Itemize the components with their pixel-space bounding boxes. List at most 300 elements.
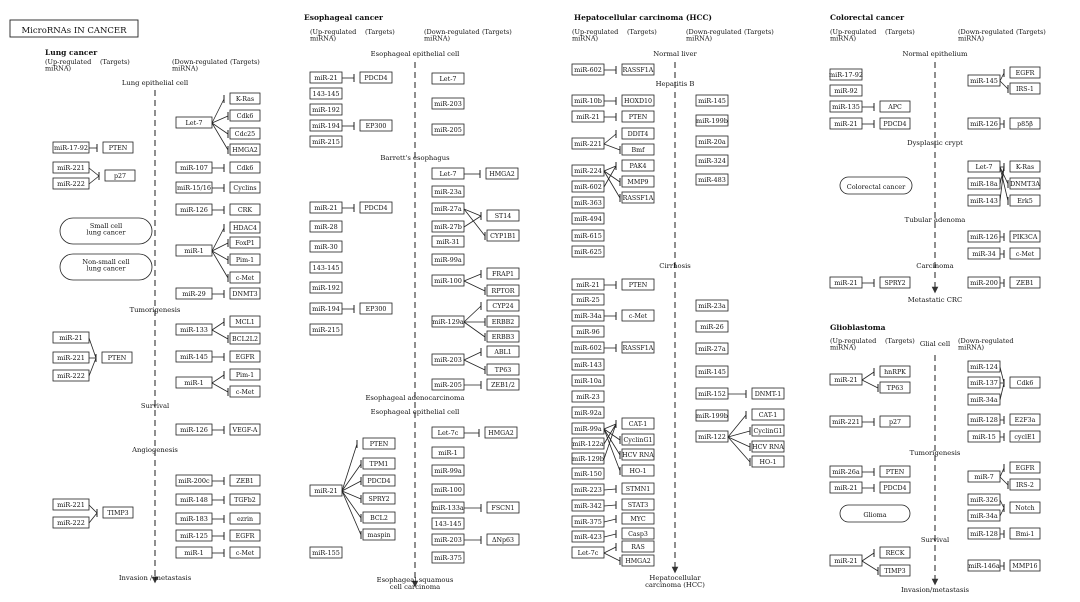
stage-label: Carcinoma [916,262,954,270]
down-mirna: miR-27b [434,223,462,231]
down-mirna: miR-126 [180,426,208,434]
stage-label: Esophageal epithelial cell [370,50,460,58]
down-regulated-header: (Down-regulated miRNA) [172,58,228,73]
down-target: Pim-1 [235,257,255,264]
stage-label: Lung epithelial cell [121,79,189,87]
inhibition-edge [1000,73,1004,81]
up-target: APC [888,104,902,111]
up-target: PDCD4 [367,478,391,485]
down-mirna: miR-27a [434,205,462,213]
inhibition-edge [604,489,616,490]
inhibition-edge [212,330,228,339]
inhibition-edge [89,176,99,184]
down-regulated-header: (Down-regulated miRNA) [958,28,1014,43]
up-mirna: miR-223 [574,486,602,494]
down-regulated-header: (Down-regulated miRNA) [686,28,742,43]
up-target: CyclinG1 [623,437,653,444]
up-target: DDIT4 [627,131,649,138]
down-mirna: miR-1 [184,379,204,387]
stage-label: Esophageal adenocarcinoma [365,394,465,402]
inhibition-edge [212,123,228,150]
down-mirna: miR-128 [970,530,998,538]
down-mirna: miR-137 [970,379,998,387]
inhibition-edge [464,322,485,337]
up-target: RAS [631,544,645,551]
down-target: ZEB1 [236,478,254,485]
inhibition-edge [1000,367,1004,383]
down-mirna: miR-15 [972,433,996,441]
down-mirna: miR-145 [180,353,208,361]
inhibition-edge [862,372,874,380]
down-mirna: miR-125 [180,532,208,540]
down-target: Cdk6 [236,165,254,172]
panel-0 [45,48,260,582]
inhibition-edge [89,358,96,376]
down-target: DNMT-1 [754,391,782,398]
up-mirna: miR-129b [572,455,604,463]
down-mirna: miR-326 [970,496,998,504]
up-mirna: miR-615 [574,232,602,240]
up-mirna: miR-194 [312,305,340,313]
up-mirna: 143-145 [312,90,340,98]
up-target: TPM1 [369,461,389,468]
up-target: TIMP3 [884,568,906,575]
down-mirna: miR-203 [434,100,462,108]
inhibition-edge [212,375,224,383]
up-target: SPRY2 [884,280,906,287]
up-target: HCV RNA [622,452,654,459]
down-mirna: miR-34a [970,396,998,404]
down-target: EGFR [235,533,255,540]
up-target: TIMP3 [107,510,129,517]
up-mirna: miR-92 [834,87,858,95]
down-target: FRAP1 [492,271,514,278]
stage-label: Invasion / metastasis [118,574,192,582]
up-mirna: miR-21 [834,557,858,565]
down-target: DNMT3 [232,291,258,298]
down-target: c-Met [235,389,255,396]
up-mirna: miR-494 [574,215,602,223]
stage-label: Glial cell [919,340,951,348]
up-target: PTEN [369,441,389,448]
down-mirna: miR-152 [698,390,726,398]
up-regulated-header: (Up-regulated miRNA) [830,337,877,352]
inhibition-edge [728,437,750,462]
up-mirna: miR-21 [314,487,338,495]
down-target: c-Met [235,275,255,282]
down-mirna: miR-145 [698,368,726,376]
down-targets-header: (Targets) [1016,28,1046,36]
up-target: PTEN [628,114,648,121]
down-mirna: miR-143 [970,197,998,205]
up-mirna: miR-625 [574,248,602,256]
up-mirna: miR-21 [576,281,600,289]
inhibition-edge [1000,477,1008,485]
up-mirna: miR-21 [834,484,858,492]
down-target: E2F3a [1014,417,1036,424]
down-target: ΔNp63 [491,537,515,544]
panel-3 [829,13,1046,304]
down-target: c-Met [235,550,255,557]
stage-label: Metastatic CRC [907,296,963,304]
down-mirna: Let-7 [975,163,993,171]
up-mirna: miR-192 [312,284,340,292]
up-targets-header: (Targets) [885,28,915,36]
down-mirna: miR-203 [434,356,462,364]
down-target: HMGA2 [488,430,514,437]
down-target: CRK [237,207,253,214]
up-target: c-Met [628,313,648,320]
inhibition-edge [728,431,750,437]
down-mirna: miR-100 [434,277,462,285]
inhibition-edge [89,338,96,358]
up-mirna: miR-17-92 [828,71,864,79]
down-target: TGFb2 [234,497,256,504]
up-mirna: miR-221 [832,418,860,426]
inhibition-edge [464,352,481,360]
down-mirna: miR-15/16 [176,184,212,192]
down-target: cyclE1 [1014,434,1036,441]
down-mirna: Let-7c [437,429,459,437]
up-target: EP300 [365,306,387,313]
up-mirna: miR-21 [576,113,600,121]
up-mirna: miR-221 [574,140,602,148]
down-target: FSCN1 [491,505,515,512]
down-target: RPTOR [491,288,515,295]
inhibition-edge [212,123,228,134]
stage-label: Tumorigenesis [129,306,181,314]
down-mirna: miR-99a [434,256,462,264]
down-mirna: miR-122 [698,433,726,441]
up-mirna: miR-21 [314,204,338,212]
down-target: Erk5 [1017,198,1033,205]
panel-4 [830,323,1040,594]
up-target: MYC [630,516,646,523]
down-target: CAT-1 [758,412,778,419]
up-mirna: miR-602 [574,344,602,352]
inhibition-edge [212,228,224,251]
down-mirna: miR-99a [434,467,462,475]
up-mirna: miR-28 [314,223,338,231]
up-mirna: miR-10b [574,97,602,105]
up-mirna: miR-222 [57,372,85,380]
inhibition-edge [1000,508,1004,516]
up-mirna: miR-17-92 [53,144,89,152]
up-target: Bmf [631,147,645,154]
down-mirna: miR-145 [970,77,998,85]
down-mirna: miR-27a [698,345,726,353]
panel-title: Hepatocellular carcinoma (HCC) [574,13,712,22]
up-mirna: miR-221 [57,164,85,172]
up-mirna: miR-602 [574,183,602,191]
inhibition-edge [862,553,874,561]
stage-label: Survival [920,536,950,544]
inhibition-edge [212,383,228,392]
inhibition-edge [212,322,224,330]
up-mirna: miR-26a [832,468,860,476]
inhibition-edge [604,519,616,522]
stage-label: Tumorigenesis [909,449,961,457]
down-regulated-header: (Down-regulated miRNA) [958,337,1014,352]
down-target: CYP1B1 [490,233,516,240]
down-target: TP63 [494,367,512,374]
up-target: HMGA2 [625,558,651,565]
down-mirna: miR-203 [434,536,462,544]
up-targets-header: (Targets) [100,58,130,66]
down-mirna: miR-23a [434,188,462,196]
stage-label: Survival [140,402,170,410]
down-mirna: miR-7 [974,473,994,481]
inhibition-edge [464,306,481,322]
down-mirna: miR-183 [180,515,208,523]
up-target: PTEN [628,282,648,289]
down-mirna: miR-20a [698,138,726,146]
down-targets-header: (Targets) [744,28,774,36]
down-mirna: miR-26 [700,323,724,331]
down-target: HO-1 [759,459,777,466]
down-mirna: miR-146a [968,562,1000,570]
down-target: Cyclins [233,185,257,192]
inhibition-edge [604,171,620,198]
inhibition-edge [862,380,878,388]
up-mirna: miR-99a [574,425,602,433]
down-target: ezrin [236,516,254,523]
down-mirna: miR-148 [180,496,208,504]
down-target: HCV RNA [752,444,784,451]
stage-label: Dysplastic crypt [907,139,963,147]
up-mirna: miR-10a [574,377,602,385]
up-target: STMN1 [625,486,651,493]
up-mirna: miR-30 [314,243,338,251]
inhibition-edge [89,513,97,523]
inhibition-edge [89,168,99,176]
up-mirna: miR-221 [57,501,85,509]
down-mirna: 143-145 [434,520,462,528]
down-mirna: Let-7 [185,119,203,127]
up-target: EP300 [365,123,387,130]
stage-label: Barrett's esophagus [380,154,450,162]
up-target: HO-1 [629,468,647,475]
outcome-label: Colorectal cancer [846,183,906,191]
down-targets-header: (Targets) [230,58,260,66]
down-mirna: miR-133a [432,504,464,512]
down-target: Bmi-1 [1015,531,1035,538]
down-mirna: miR-145 [698,97,726,105]
stage-label: Angiogenesis [132,446,178,454]
inhibition-edge [1000,383,1004,400]
up-mirna: miR-215 [312,138,340,146]
up-mirna: miR-96 [576,328,600,336]
inhibition-edge [464,216,481,227]
down-mirna: miR-126 [970,120,998,128]
panel-title: Esophageal cancer [304,13,384,22]
down-mirna: miR-483 [698,176,726,184]
down-target: p85β [1017,121,1033,128]
inhibition-edge [728,437,750,447]
up-regulated-header: (Up-regulated miRNA) [572,28,619,43]
inhibition-edge [1000,468,1004,477]
inhibition-edge [464,360,485,370]
up-target: PTEN [108,145,128,152]
down-regulated-header: (Down-regulated miRNA) [424,28,480,43]
inhibition-edge [464,274,481,281]
down-target: PIK3CA [1012,234,1038,241]
outcome-label: Glioma [863,511,887,519]
up-targets-header: (Targets) [365,28,395,36]
down-mirna: miR-126 [970,233,998,241]
down-mirna: miR-18a [970,180,998,188]
up-regulated-header: (Up-regulated miRNA) [310,28,357,43]
up-target: PDCD4 [364,75,388,82]
inhibition-edge [212,99,224,123]
down-target: ZEB1/2 [491,382,515,389]
up-mirna: miR-222 [57,519,85,527]
up-mirna: miR-222 [57,180,85,188]
down-target: ST14 [494,213,512,220]
inhibition-edge [604,166,616,187]
stage-label: Cirrhosis [659,262,691,270]
down-target: ABL1 [494,349,512,356]
down-target: Notch [1015,505,1035,512]
up-mirna: miR-602 [574,66,602,74]
down-mirna: Let-7 [439,170,457,178]
up-mirna: miR-122a [572,440,604,448]
stage-label: Hepatocellular carcinoma (HCC) [645,574,705,589]
inhibition-edge [604,534,616,537]
down-mirna: miR-1 [184,549,204,557]
down-mirna: miR-34 [972,250,996,258]
stage-label: Esophageal squamous cell carcinoma [376,576,454,591]
down-target: MMP16 [1012,563,1038,570]
up-mirna: 143-145 [312,264,340,272]
inhibition-edge [604,505,616,506]
up-target: RASSF1A [622,67,654,74]
down-mirna: miR-1 [184,247,204,255]
up-target: p27 [888,419,902,426]
stage-label: Tubular adenoma [904,216,966,224]
up-target: HOXD10 [623,98,653,105]
inhibition-edge [604,144,620,150]
down-mirna: miR-100 [434,486,462,494]
up-target: maspin [367,532,391,539]
down-mirna: miR-29 [182,290,206,298]
down-target: DNMT3A [1010,181,1040,188]
down-target: EGFR [1015,465,1035,472]
inhibition-edge [464,281,485,291]
inhibition-edge [89,505,97,513]
up-target: SPRY2 [368,496,390,503]
up-regulated-header: (Up-regulated miRNA) [830,28,877,43]
down-target: Cdk6 [236,113,254,120]
up-mirna: miR-194 [312,122,340,130]
up-mirna: miR-342 [574,502,602,510]
up-regulated-header: (Up-regulated miRNA) [45,58,92,73]
down-target: HMGA2 [489,171,515,178]
panel-2 [572,13,784,589]
up-mirna: miR-155 [312,549,340,557]
down-mirna: miR-375 [434,554,462,562]
up-target: Casp3 [628,531,648,538]
up-target: PTEN [885,469,905,476]
down-target: IRS-1 [1016,86,1034,93]
down-mirna: miR-200 [970,279,998,287]
down-target: EGFR [1015,70,1035,77]
down-target: VEGF-A [232,427,258,434]
down-mirna: miR-324 [698,157,726,165]
up-target: CAT-1 [628,421,648,428]
up-target: hnRPK [884,369,906,376]
inhibition-edge [728,415,746,437]
down-mirna: Let-7 [439,75,457,83]
up-target: STAT3 [627,502,649,509]
down-mirna: miR-199b [696,117,728,125]
inhibition-edge [1000,81,1008,89]
up-mirna: miR-21 [59,334,83,342]
up-mirna: miR-192 [312,106,340,114]
up-mirna: Let-7c [577,549,599,557]
stage-label: Esophageal epithelial cell [370,408,460,416]
down-target: MCL1 [235,319,255,326]
down-target: ERBB3 [491,334,515,341]
up-targets-header: (Targets) [885,337,915,345]
down-mirna: miR-200c [178,477,210,485]
up-mirna: miR-224 [574,167,602,175]
down-target: CYP24 [492,303,514,310]
down-mirna: miR-107 [180,164,208,172]
panel-title: Glioblastoma [830,323,886,332]
stage-label: Invasion/metastasis [900,586,970,594]
down-target: HDAC4 [233,225,257,232]
up-mirna: miR-215 [312,326,340,334]
stage-label: Hepatitis B [655,80,695,88]
down-target: HMGA2 [232,147,258,154]
down-target: Cdc25 [234,131,256,138]
inhibition-edge [1000,500,1004,508]
up-mirna: miR-375 [574,518,602,526]
down-target: K-Ras [1015,164,1035,171]
up-target: PAK4 [629,163,647,170]
up-mirna: miR-21 [834,279,858,287]
inhibition-edge [1000,167,1008,201]
inhibition-edge [604,134,616,144]
down-mirna: miR-205 [434,381,462,389]
up-mirna: miR-423 [574,533,602,541]
down-target: ERBB2 [491,319,515,326]
down-mirna: miR-34a [970,512,998,520]
outcome-label: Small cell lung cancer [86,222,126,237]
up-mirna: miR-221 [57,354,85,362]
up-target: RASSF1A [622,195,654,202]
up-target: p27 [113,173,127,180]
down-target: FoxP1 [235,240,255,247]
down-target: Pim-1 [235,372,255,379]
inhibition-edge [604,547,616,553]
outcome-label: Non-small cell lung cancer [82,258,130,273]
down-mirna: miR-31 [436,238,460,246]
up-target: PDCD4 [364,205,388,212]
panel-title: Colorectal cancer [830,13,905,22]
down-target: BCL2L2 [232,336,258,343]
down-mirna: miR-23a [698,302,726,310]
down-mirna: miR-126 [180,206,208,214]
up-mirna: miR-25 [576,296,600,304]
down-mirna: miR-128 [970,416,998,424]
down-target: Cdk6 [1016,380,1034,387]
up-mirna: miR-135 [832,103,860,111]
up-target: RECK [885,550,905,557]
down-target: CyclinG1 [753,428,783,435]
down-mirna: miR-129a [432,318,464,326]
